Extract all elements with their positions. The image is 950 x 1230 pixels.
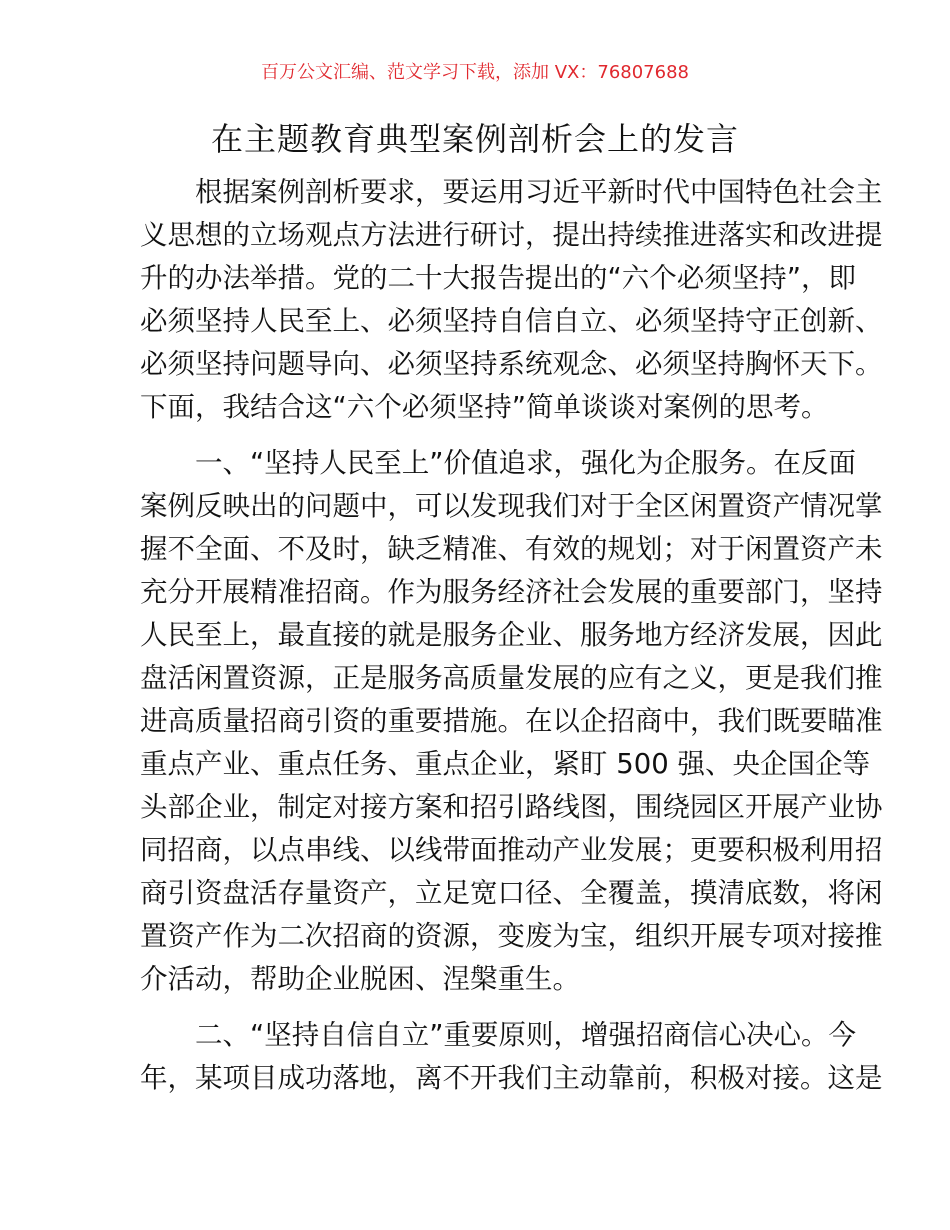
paragraph (140, 171, 883, 429)
document-title: 在主题教育典型案例剖析会上的发言 (210, 120, 739, 158)
text-line: 二、“坚持自信自立”重要原则，增强招商信心决心。今 (140, 1019, 856, 1051)
paragraph (140, 442, 883, 1001)
text-line: 年，某项目成功落地，离不开我们主动靠前，积极对接。这是 (140, 1062, 883, 1094)
text-line: 握不全面、不及时，缺乏精准、有效的规划；对于闲置资产未 (140, 533, 883, 565)
text-line: 进高质量招商引资的重要措施。在以企招商中，我们既要瞄准 (140, 705, 883, 737)
text-line: 必须坚持问题导向、必须坚持系统观念、必须坚持胸怀天下。 (140, 348, 883, 380)
text-line: 商引资盘活存量资产，立足宽口径、全覆盖，摸清底数，将闲 (140, 877, 883, 909)
text-line: 一、“坚持人民至上”价值追求，强化为企服务。在反面 (140, 447, 856, 479)
text-line: 头部企业，制定对接方案和招引路线图，围绕园区开展产业协 (140, 791, 883, 823)
text-line: 升的办法举措。党的二十大报告提出的“六个必须坚持”，即 (140, 262, 856, 294)
text-line: 人民至上，最直接的就是服务企业、服务地方经济发展，因此 (140, 619, 883, 651)
text-line: 盘活闲置资源，正是服务高质量发展的应有之义，更是我们推 (140, 662, 883, 694)
paragraph (140, 1014, 883, 1100)
watermark-header: 百万公文汇编、范文学习下载，添加 VX：76807688 (261, 62, 689, 83)
text-line: 下面，我结合这“六个必须坚持”简单谈谈对案例的思考。 (140, 391, 829, 423)
text-line: 案例反映出的问题中，可以发现我们对于全区闲置资产情况掌 (140, 490, 883, 522)
text-line: 根据案例剖析要求，要运用习近平新时代中国特色社会主 (140, 176, 883, 208)
text-line: 义思想的立场观点方法进行研讨，提出持续推进落实和改进提 (140, 219, 883, 251)
text-line: 同招商，以点串线、以线带面推动产业发展；更要积极利用招 (140, 834, 883, 866)
text-line: 重点产业、重点任务、重点企业，紧盯 500 强、央企国企等 (140, 748, 870, 780)
text-line: 置资产作为二次招商的资源，变废为宝，组织开展专项对接推 (140, 920, 883, 952)
text-line: 介活动，帮助企业脱困、涅槃重生。 (140, 963, 580, 995)
document-body (140, 171, 883, 1113)
text-line: 必须坚持人民至上、必须坚持自信自立、必须坚持守正创新、 (140, 305, 883, 337)
text-line: 充分开展精准招商。作为服务经济社会发展的重要部门，坚持 (140, 576, 883, 608)
